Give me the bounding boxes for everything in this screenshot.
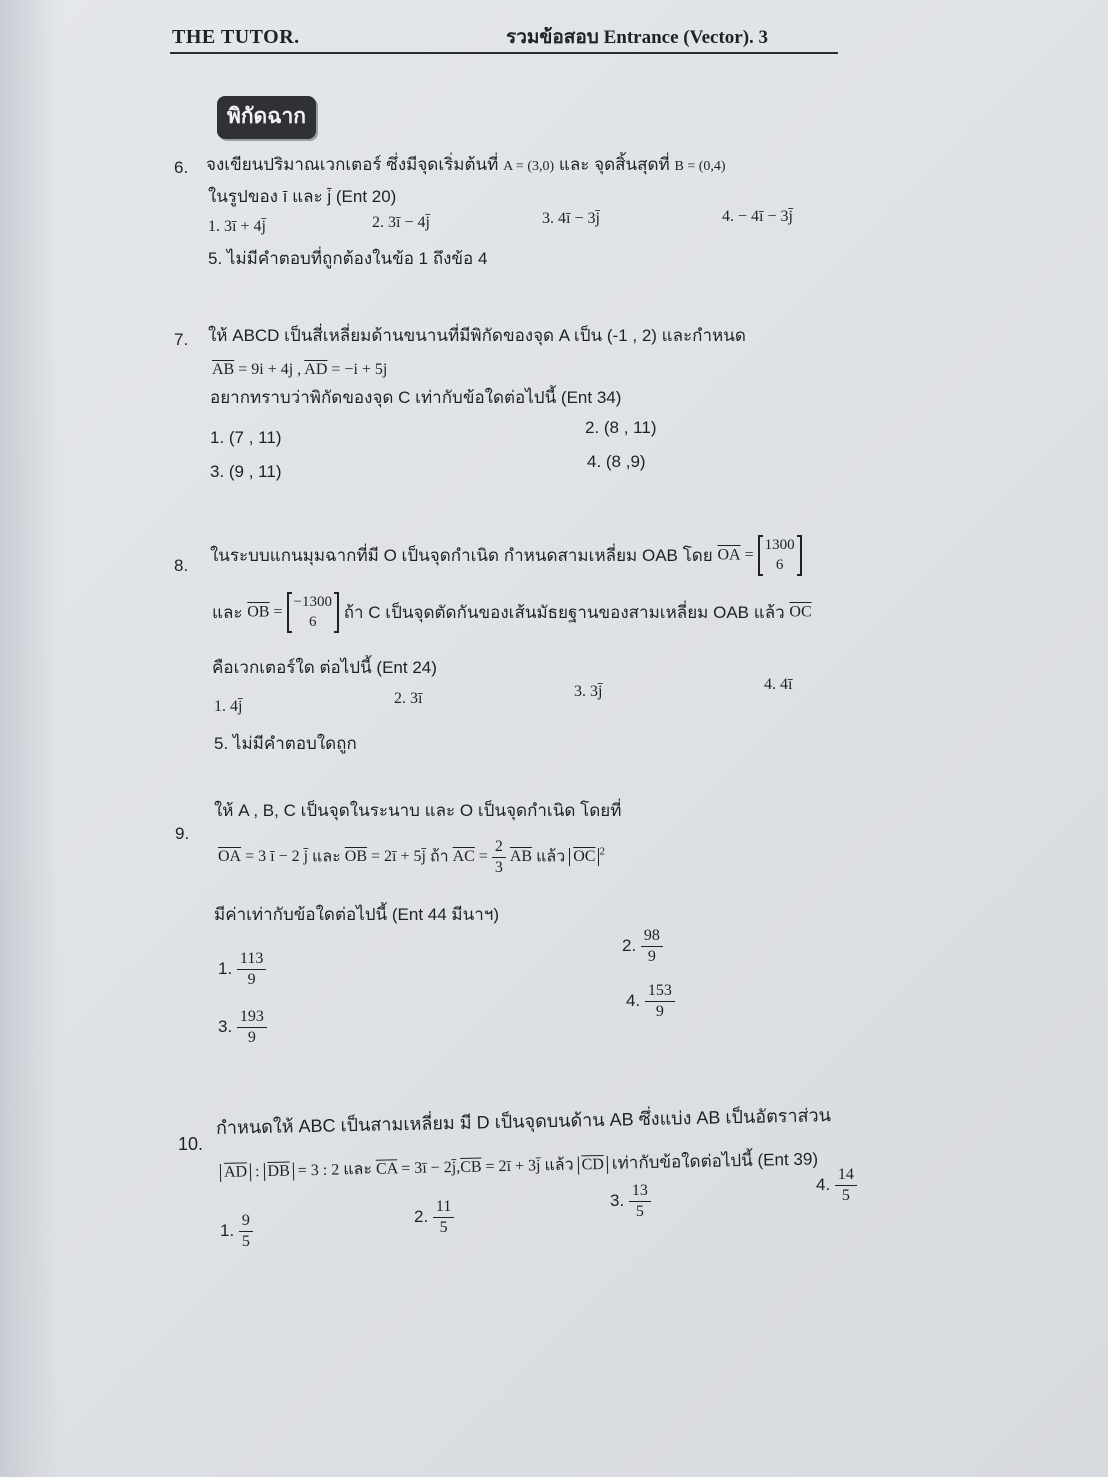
q9-line1: ให้ A , B, C เป็นจุดในระนาบ และ O เป็นจุดกำเนิด โดยที่ xyxy=(214,801,622,820)
q7-choice-4: 4. (8 ,9) xyxy=(587,452,646,471)
q7-line1: ให้ ABCD เป็นสี่เหลี่ยมด้านขนานที่มีพิกัดของจุด A เป็น (-1 , 2) และกำหนด xyxy=(208,326,746,345)
q10-choice-4-frac xyxy=(835,1166,857,1204)
q6-choice-5: 5. ไม่มีคำตอบที่ถูกต้องในข้อ 1 ถึงข้อ 4 xyxy=(208,249,488,268)
q8-ob-bottom: 6 xyxy=(309,614,317,631)
q6-line1-text: จงเขียนปริมาณเวกเตอร์ ซึ่งมีจุดเริ่มต้นที่ xyxy=(206,155,499,174)
q9-oa-value: = 3 ī − 2 j̄ xyxy=(241,848,309,866)
q8-and: และ xyxy=(212,602,243,622)
q9-ac-label: $\overline{AC}$ xyxy=(452,848,475,866)
header-rule xyxy=(170,52,838,54)
q8-line1: ในระบบแกนมุมฉากที่มี O เป็นจุดกำเนิด กำหนดสามเหลี่ยม OAB โดย $\overline{OA}$ = 1300 6 xyxy=(210,535,802,576)
q9-choice-2-num: 98 xyxy=(641,927,663,947)
q8-ob-label: $\overline{OB}$ xyxy=(247,603,270,621)
q9-choice-3 xyxy=(218,1008,267,1046)
q9-choice-4-frac xyxy=(645,982,675,1020)
q7-ab-value: = 9i + 4j , xyxy=(234,361,302,378)
q10-cb-value: = 2ī + 3j̄ xyxy=(481,1157,541,1176)
q10-choice-4 xyxy=(816,1166,857,1204)
q9-choice-3-label: 3. xyxy=(218,1017,233,1037)
q10-choice-2-num: 11 xyxy=(433,1198,454,1218)
q10-choice-3-frac xyxy=(629,1182,651,1220)
q9-line2: $\overline{OA} = 3$ ī − 2 j̄ และ $\overline{OB}$ = 2ī + 5j̄ ถ้า $\overline{AC}$ = $\frac{2}{3}$ $\overline{AB}$ แล้ว $\overline{OC}$ $^2$ xyxy=(218,838,605,876)
q6-line2: ในรูปของ ī และ j̄ (Ent 20) xyxy=(208,187,397,206)
q9-and: และ xyxy=(312,848,341,866)
q9-ac-num: 2 xyxy=(492,838,506,858)
header-right: รวมข้อสอบ Entrance (Vector). 3 xyxy=(506,27,769,48)
q9-if: ถ้า xyxy=(429,848,449,866)
q10-ca-label: $\overline{CA}$ xyxy=(375,1160,398,1178)
q6-point-b: B = (0,4) xyxy=(674,159,726,174)
q10-line1: กำหนดให้ ABC เป็นสามเหลี่ยม มี D เป็นจุดบนด้าน AB ซึ่งแบ่ง AB เป็นอัตราส่วน xyxy=(215,1105,832,1138)
q10-choice-4-label: 4. xyxy=(816,1175,831,1195)
q9-choice-2-frac xyxy=(641,927,663,965)
q9-ob-label: $\overline{OB}$ xyxy=(344,848,367,866)
q8-choice-5: 5. ไม่มีคำตอบใดถูก xyxy=(214,734,357,753)
q10-db-abs xyxy=(263,1162,294,1181)
q8-oc-label: $\overline{OC}$ xyxy=(789,603,812,621)
q10-choice-3-num: 13 xyxy=(629,1182,651,1202)
q9-choice-1-den: 9 xyxy=(247,970,256,988)
q8-choice-1: 1. 4j̄ xyxy=(214,698,243,715)
q6-point-a: A = (3,0) xyxy=(503,159,555,174)
q6-choice-2: 2. 3ī − 4j̄ xyxy=(372,214,430,231)
q7-line3: อยากทราบว่าพิกัดของจุด C เท่ากับข้อใดต่อไปนี้ (Ent 34) xyxy=(210,388,622,407)
q10-choice-1-label: 1. xyxy=(220,1221,235,1241)
q9-ob-value: = 2ī + 5j̄ xyxy=(367,848,426,866)
q10-choice-1-num: 9 xyxy=(239,1212,253,1232)
q7-ab-label: $\overline{AB}$ xyxy=(212,361,235,378)
q7-choice-1: 1. (7 , 11) xyxy=(210,428,282,447)
q10-and: และ xyxy=(343,1160,373,1179)
q6-choice-3: 3. 4ī − 3j̄ xyxy=(542,210,600,227)
q10-choice-2 xyxy=(414,1198,454,1236)
q10-ratio: = 3 : 2 xyxy=(293,1161,340,1180)
q10-cd-abs xyxy=(577,1156,608,1175)
q10-line2: $\overline{AD}$ : $\overline{DB} = 3$ : 2 และ $\overline{CA}$ = 3ī − $2j̄,\overline{CB}$ = 2ī + 3j̄ แล้ว $\overline{CD}$ เท่ากับข้อใดต่อไปนี้ (Ent 39) xyxy=(220,1145,819,1185)
q10-choice-4-den: 5 xyxy=(841,1186,850,1204)
q9-oa-label: $\overline{OA}$ xyxy=(218,848,242,866)
q10-choice-1-den: 5 xyxy=(241,1232,250,1250)
q9-oc-label: $\overline{OC}$ xyxy=(573,848,596,866)
q9-then: แล้ว xyxy=(536,848,566,866)
q10-choice-1 xyxy=(220,1212,253,1250)
q9-choice-3-num: 193 xyxy=(237,1008,267,1028)
q8-choice-3: 3. 3j̄ xyxy=(574,683,603,700)
q6-choice-4: 4. − 4ī − 3j̄ xyxy=(722,208,793,225)
q7-ad-value: = −i + 5j xyxy=(327,361,388,378)
q10-then: แล้ว xyxy=(544,1156,574,1175)
q8-line2-text: ถ้า C เป็นจุดตัดกันของเส้นมัธยฐานของสามเหลี่ยม OAB แล้ว xyxy=(343,602,785,622)
q9-choice-4 xyxy=(626,982,675,1020)
q10-choice-3-label: 3. xyxy=(610,1191,625,1211)
q9-ac-den: 3 xyxy=(494,858,503,876)
q10-line2-tail: เท่ากับข้อใดต่อไปนี้ (Ent 39) xyxy=(611,1149,819,1173)
q10-cb-label: $\overline{CB}$ xyxy=(460,1158,482,1176)
q9-choice-4-num: 153 xyxy=(645,982,675,1002)
q9-oc-abs xyxy=(569,848,599,866)
q10-choice-2-frac xyxy=(433,1198,454,1236)
q8-number: 8. xyxy=(174,556,189,575)
q8-line3: คือเวกเตอร์ใด ต่อไปนี้ (Ent 24) xyxy=(212,658,437,677)
q8-oa-label: $\overline{OA}$ xyxy=(717,546,741,564)
section-badge: พิกัดฉาก xyxy=(217,96,316,139)
q10-choice-2-label: 2. xyxy=(414,1207,429,1227)
q8-oa-bottom: 6 xyxy=(775,557,784,574)
q10-number: 10. xyxy=(178,1134,204,1154)
q9-choice-3-den: 9 xyxy=(247,1028,256,1046)
q10-choice-1-frac xyxy=(239,1212,253,1250)
q10-cd-label: $\overline{CD}$ xyxy=(581,1155,605,1174)
q6-and: และ จุดสิ้นสุดที่ xyxy=(558,155,670,174)
q6-line1 xyxy=(206,151,726,178)
q10-ad-abs xyxy=(220,1163,251,1182)
q8-oa-top: 1300 xyxy=(764,537,795,553)
q8-choice-4: 4. 4ī xyxy=(764,676,793,693)
q10-ad-label: $\overline{AD}$ xyxy=(223,1163,248,1181)
q10-choice-3-den: 5 xyxy=(635,1202,644,1220)
q9-number: 9. xyxy=(175,824,190,843)
q9-choice-4-label: 4. xyxy=(626,991,641,1011)
q9-ac-fraction xyxy=(492,838,506,876)
q9-sq: 2 xyxy=(599,845,605,858)
q10-choice-4-num: 14 xyxy=(835,1166,857,1186)
q9-choice-1-frac xyxy=(237,950,266,988)
q10-ca-value: = 3ī − 2j̄, xyxy=(397,1158,461,1178)
q7-number: 7. xyxy=(174,330,189,349)
q8-oa-matrix xyxy=(758,535,802,576)
q9-choice-1-num: 113 xyxy=(237,950,266,970)
q10-choice-3 xyxy=(610,1182,651,1220)
q9-choice-4-den: 9 xyxy=(655,1002,664,1020)
q7-ad-label: $\overline{AD}$ xyxy=(304,361,328,378)
q9-choice-1 xyxy=(218,950,266,988)
q9-ab-label: $\overline{AB}$ xyxy=(509,848,533,866)
q6-choice-1: 1. 3ī + 4j̄ xyxy=(208,218,266,235)
header-left: THE TUTOR. xyxy=(172,26,300,48)
q8-ob-top: −1300 xyxy=(293,594,332,610)
q9-choice-3-frac xyxy=(237,1008,267,1046)
q8-line1-text: ในระบบแกนมุมฉากที่มี O เป็นจุดกำเนิด กำหนดสามเหลี่ยม OAB โดย xyxy=(210,545,713,565)
q9-line3: มีค่าเท่ากับข้อใดต่อไปนี้ (Ent 44 มีนาฯ) xyxy=(214,905,499,924)
q8-choice-2: 2. 3ī xyxy=(394,690,423,707)
q8-line2: และ $\overline{OB}$ = −1300 6 ถ้า C เป็นจุดตัดกันของเส้นมัธยฐานของสามเหลี่ยม OAB แล้ว $\overline{OC}$ xyxy=(212,592,812,633)
q9-choice-2 xyxy=(622,927,663,965)
q7-vectors xyxy=(212,361,387,379)
q10-db-label: $\overline{DB}$ xyxy=(267,1162,290,1181)
q8-ob-matrix xyxy=(287,592,339,633)
q10-choice-2-den: 5 xyxy=(439,1218,448,1236)
q9-choice-1-label: 1. xyxy=(218,959,233,979)
q9-choice-2-label: 2. xyxy=(622,936,637,956)
q7-choice-2: 2. (8 , 11) xyxy=(585,418,657,437)
q9-choice-2-den: 9 xyxy=(647,947,656,965)
q6-number: 6. xyxy=(174,158,189,177)
q7-choice-3: 3. (9 , 11) xyxy=(210,462,282,481)
